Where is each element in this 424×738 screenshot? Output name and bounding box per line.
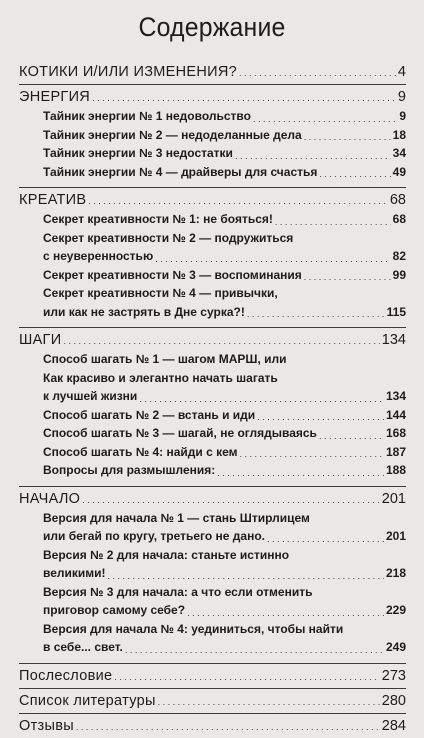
toc-section xyxy=(19,60,406,84)
toc-entry-title: с неуверенностью xyxy=(43,249,154,263)
toc-section xyxy=(19,688,406,713)
toc-entry-page: 168 xyxy=(385,426,406,440)
toc-entry-page: 9 xyxy=(399,109,406,123)
dot-leader xyxy=(304,268,391,287)
toc-heading-row[interactable] xyxy=(19,664,406,688)
dot-leader xyxy=(304,128,391,147)
toc-heading-row[interactable] xyxy=(19,689,406,713)
toc-entry-row[interactable] xyxy=(19,109,406,128)
toc-entry-line xyxy=(19,352,406,371)
dot-leader xyxy=(319,426,384,445)
toc-entry-title: Секрет креативности № 4 — привычки, xyxy=(43,286,278,300)
toc-entry-page: 18 xyxy=(392,127,406,142)
toc-entry-title: Способ шагать № 3 — шагай, не оглядываясь xyxy=(43,426,317,440)
dot-leader xyxy=(267,529,384,548)
toc-heading-title: ШАГИ xyxy=(19,332,62,348)
toc-entry-title: Способ шагать № 1 — шагом МАРШ, или xyxy=(43,352,287,366)
toc-entry-row[interactable] xyxy=(19,566,406,585)
toc-heading-page: 68 xyxy=(389,192,406,208)
toc-entry-page: 144 xyxy=(385,407,406,422)
toc-entry-row[interactable] xyxy=(19,146,406,165)
toc-entry-title: Версия для начала № 4: уединиться, чтобы найти xyxy=(43,621,344,636)
toc-heading-title: КОТИКИ И/ИЛИ ИЗМЕНЕНИЯ? xyxy=(19,64,237,80)
toc-entry-row[interactable] xyxy=(19,640,406,659)
toc-entry-row[interactable] xyxy=(19,389,406,408)
toc-entry-title: Секрет креативности № 3 — воспоминания xyxy=(43,267,302,282)
toc-entry-title: Секрет креативности № 1: не бояться! xyxy=(43,212,273,226)
toc-entry-title: или бегай по кругу, третьего не дано. xyxy=(43,529,265,543)
toc-entry-page: 188 xyxy=(385,463,406,477)
toc-entry-line xyxy=(19,371,406,390)
toc-entry-line xyxy=(19,286,406,305)
toc-entry-page: 134 xyxy=(385,389,406,403)
toc-entry-line xyxy=(19,511,406,530)
toc-entry-line xyxy=(19,622,406,641)
toc-heading-page: 280 xyxy=(381,692,406,709)
toc-heading-title: НАЧАЛО xyxy=(19,490,81,507)
toc-heading-page: 9 xyxy=(397,89,406,105)
toc-entry-page: 201 xyxy=(385,529,406,543)
toc-entry-title: Тайник энергии № 3 недостатки xyxy=(43,146,233,160)
dot-leader xyxy=(82,487,380,511)
toc-entry-title: в себе... свет. xyxy=(43,640,123,654)
dot-leader xyxy=(240,445,384,464)
toc-entry-page: 249 xyxy=(385,640,406,654)
toc-entry-title: или как не застрять в Дне сурка?! xyxy=(43,304,245,319)
toc-entry-row[interactable] xyxy=(19,445,406,464)
toc-entry-row[interactable] xyxy=(19,305,406,324)
toc-heading-title: КРЕАТИВ xyxy=(19,192,87,208)
toc-section xyxy=(19,84,406,187)
toc-heading-page: 134 xyxy=(381,332,406,348)
toc-entry-page: 82 xyxy=(392,249,406,263)
toc-heading-row[interactable] xyxy=(19,487,406,511)
toc-entry-row[interactable] xyxy=(19,249,406,268)
toc-heading-page: 273 xyxy=(381,667,406,684)
toc-entry-title: Как красиво и элегантно начать шагать xyxy=(43,370,278,385)
toc-heading-row[interactable] xyxy=(19,328,406,352)
toc-heading-page: 284 xyxy=(381,717,406,734)
toc-heading-title: Отзывы xyxy=(19,717,74,734)
dot-leader xyxy=(76,714,380,738)
toc-entry-title: Секрет креативности № 2 — подружиться xyxy=(43,230,294,245)
dot-leader xyxy=(247,305,385,324)
toc-entry-page: 115 xyxy=(386,304,406,319)
toc-entry-title: приговор самому себе? xyxy=(43,603,186,617)
toc-entry-title: Способ шагать № 4: найди с кем xyxy=(43,444,238,459)
toc-heading-row[interactable] xyxy=(19,188,406,212)
toc-entry-title: Вопросы для размышления: xyxy=(43,463,216,477)
dot-leader xyxy=(88,188,387,212)
toc-entry-title: Тайник энергии № 4 — драйверы для счастья xyxy=(43,164,318,179)
toc-heading-title: Послесловие xyxy=(19,667,113,684)
dot-leader xyxy=(63,328,379,352)
toc-entry-line xyxy=(19,585,406,604)
toc-entry-title: Версия № 3 для начала: а что если отменить xyxy=(43,584,313,599)
toc-entry-row[interactable] xyxy=(19,128,406,147)
toc-entry-row[interactable] xyxy=(19,463,406,482)
toc-section xyxy=(19,486,406,663)
toc-entry-page: 187 xyxy=(385,444,406,459)
toc-heading-title: ЭНЕРГИЯ xyxy=(19,89,91,105)
toc-heading-row[interactable] xyxy=(19,714,406,738)
dot-leader xyxy=(158,689,380,713)
toc-entry-row[interactable] xyxy=(19,165,406,184)
toc-entry-row[interactable] xyxy=(19,529,406,548)
toc-entry-page: 68 xyxy=(392,212,406,226)
toc-entry-title: Способ шагать № 2 — встань и иди xyxy=(43,407,256,422)
toc-entry-row[interactable] xyxy=(19,408,406,427)
dot-leader xyxy=(108,566,384,585)
toc-entry-title: великими! xyxy=(43,566,106,580)
toc-entry-title: Тайник энергии № 2 — недоделанные дела xyxy=(43,127,302,142)
dot-leader xyxy=(319,165,390,184)
toc-entry-title: Версия для начала № 1 — стань Штирлицем xyxy=(43,510,310,525)
toc-entry-page: 99 xyxy=(392,267,406,282)
toc-entry-row[interactable] xyxy=(19,603,406,622)
table-of-contents xyxy=(0,60,424,738)
dot-leader xyxy=(275,212,391,231)
dot-leader xyxy=(139,389,384,408)
toc-entry-line xyxy=(19,548,406,567)
toc-entry-row[interactable] xyxy=(19,212,406,231)
toc-entry-title: к лучшей жизни xyxy=(43,389,138,403)
dot-leader xyxy=(253,109,397,128)
dot-leader xyxy=(257,408,384,427)
toc-entry-title: Тайник энергии № 1 недовольство xyxy=(43,109,251,123)
toc-entry-line xyxy=(19,231,406,250)
toc-entry-page: 34 xyxy=(392,146,406,160)
toc-heading-row[interactable] xyxy=(19,85,406,109)
toc-heading-page: 4 xyxy=(397,64,406,80)
page-title: Содержание xyxy=(138,12,286,42)
dot-leader xyxy=(217,463,384,482)
toc-entry-row[interactable] xyxy=(19,268,406,287)
dot-leader xyxy=(125,640,384,659)
dot-leader xyxy=(239,60,396,84)
toc-entry-page: 229 xyxy=(385,603,406,617)
toc-section xyxy=(19,713,406,738)
toc-section xyxy=(19,187,406,327)
dot-leader xyxy=(187,603,384,622)
dot-leader xyxy=(114,664,379,688)
toc-heading-page: 201 xyxy=(381,490,406,507)
toc-entry-page: 49 xyxy=(392,164,406,179)
toc-section xyxy=(19,663,406,688)
toc-entry-page: 218 xyxy=(385,566,406,580)
toc-heading-row[interactable] xyxy=(19,60,406,84)
dot-leader xyxy=(92,85,396,109)
toc-heading-title: Список литературы xyxy=(19,692,156,709)
toc-section xyxy=(19,327,406,486)
dot-leader xyxy=(155,249,390,268)
dot-leader xyxy=(235,146,391,165)
toc-entry-title: Версия № 2 для начала: станьте истинно xyxy=(43,547,290,562)
toc-entry-row[interactable] xyxy=(19,426,406,445)
